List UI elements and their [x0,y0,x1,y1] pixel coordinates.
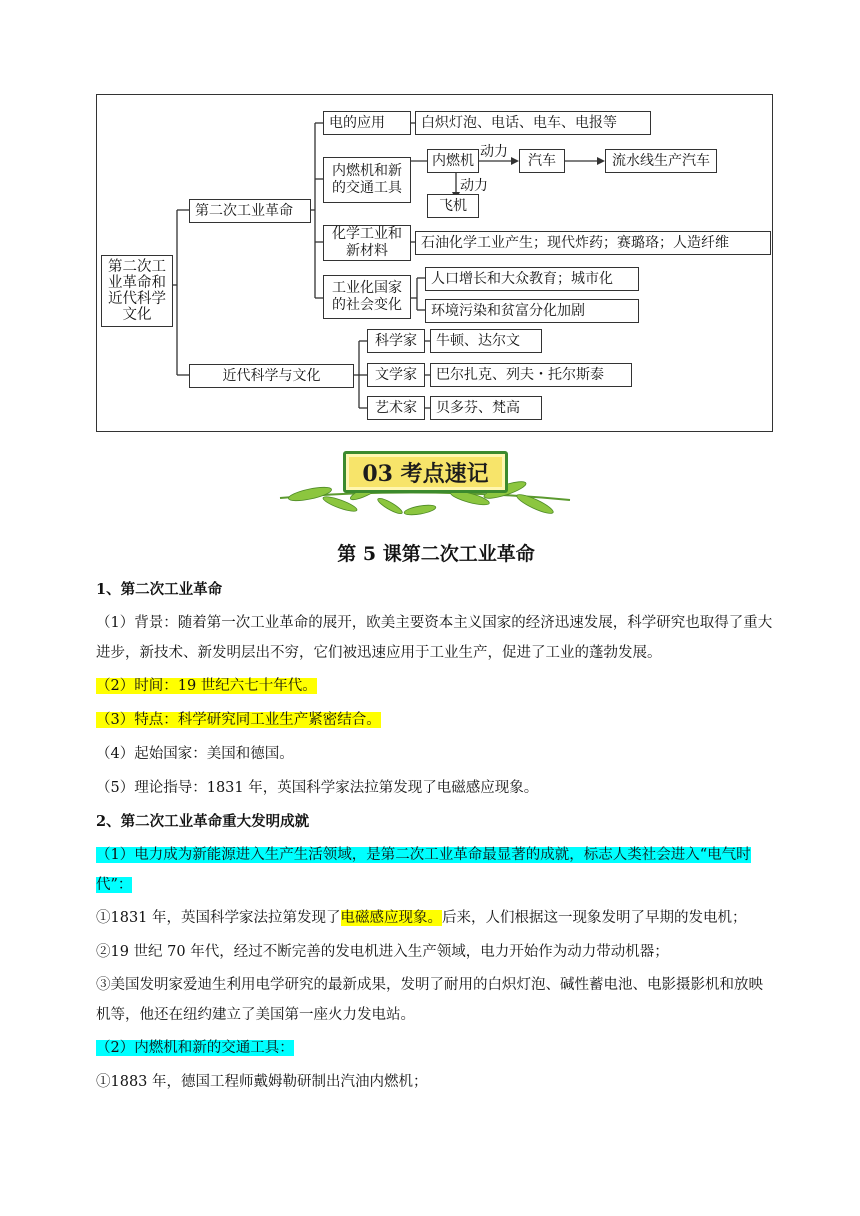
electricity-paragraph: （1）电力成为新能源进入生产生活领域，是第二次工业革命最显著的成就，标志人类社会进入“电气时代”： [96,847,751,893]
label-power-2: 动力 [460,178,488,194]
banner-title: 03 考点速记 [343,451,508,493]
node-assembly-line: 流水线生产汽车 [605,149,717,173]
node-artists: 艺术家 [367,396,425,420]
label-power-1: 动力 [480,144,508,160]
concept-diagram [96,94,773,432]
section-1-heading: 1、第二次工业革命 [96,581,223,598]
faraday-text-start: ①1831 年，英国科学家法拉第发现了 [96,910,341,926]
node-car: 汽车 [519,149,565,173]
node-electricity: 电的应用 [323,111,411,135]
node-airplane: 飞机 [427,194,479,218]
node-artists-items: 贝多芬、梵高 [430,396,542,420]
node-writers-items: 巴尔扎克、列夫・托尔斯泰 [430,363,632,387]
faraday-text-end: 后来，人们根据这一现象发明了早期的发电机； [442,910,747,926]
root-node: 第二次工业革命和近代科学文化 [101,255,173,327]
node-scientists: 科学家 [367,329,425,353]
engine-heading: （2）内燃机和新的交通工具： [96,1040,294,1056]
node-engine-transport: 内燃机和新的交通工具 [323,157,411,203]
node-scientists-items: 牛顿、达尔文 [430,329,542,353]
background-paragraph: （1）背景：随着第一次工业革命的展开，欧美主要资本主义国家的经济迅速发展，科学研究也取得了重大进步，新技术、新发明层出不穷，它们被迅速应用于工业生产，促进了工业的蓬勃发展。 [96,615,773,661]
branch-science-culture: 近代科学与文化 [189,364,354,388]
time-paragraph: （2）时间：19 世纪六七十年代。 [96,678,317,694]
branch-industrial-revolution: 第二次工业革命 [189,199,311,223]
origin-paragraph: （4）起始国家：美国和德国。 [96,746,294,762]
node-combustion-engine: 内燃机 [427,149,479,173]
edison-paragraph: ③美国发明家爱迪生利用电学研究的最新成果，发明了耐用的白炽灯泡、碱性蓄电池、电影摄影机和放映机等，他还在纽约建立了美国第一座火力发电站。 [96,977,763,1023]
section-2-heading: 2、第二次工业革命重大发明成就 [96,813,310,830]
induction-highlight: 电磁感应现象。 [340,910,443,926]
node-chemical-industry: 化学工业和新材料 [323,225,411,261]
lesson-title: 第 5 课第二次工业革命 [337,543,535,565]
node-electricity-items: 白炽灯泡、电话、电车、电报等 [415,111,651,135]
node-chemical-items: 石油化学工业产生；现代炸药；赛璐珞；人造纤维 [415,231,771,255]
section-banner [270,448,580,524]
lesson-content [96,540,776,1106]
faraday-paragraph [96,908,776,928]
node-social-change: 工业化国家的社会变化 [323,275,411,319]
node-social-item-1: 人口增长和大众教育；城市化 [425,267,639,291]
node-social-item-2: 环境污染和贫富分化加剧 [425,299,639,323]
daimler-paragraph: ①1883 年，德国工程师戴姆勒研制出汽油内燃机； [96,1074,428,1090]
feature-paragraph: （3）特点：科学研究同工业生产紧密结合。 [96,712,381,728]
generator-paragraph: ②19 世纪 70 年代，经过不断完善的发电机进入生产领域，电力开始作为动力带动机器； [96,944,669,960]
node-writers: 文学家 [367,363,425,387]
theory-paragraph: （5）理论指导：1831 年，英国科学家法拉第发现了电磁感应现象。 [96,780,539,796]
